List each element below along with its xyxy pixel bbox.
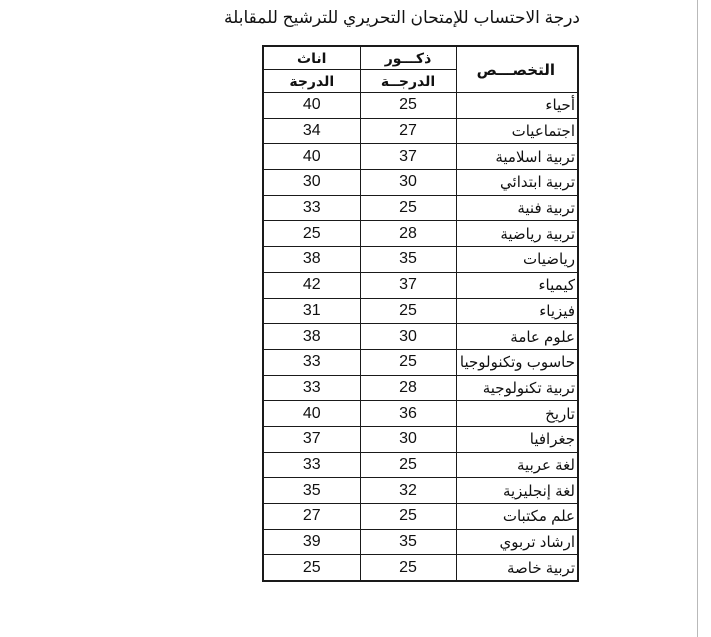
male-grade-cell: 37: [360, 272, 456, 298]
specialization-cell: علوم عامة: [456, 324, 578, 350]
document-title: درجة الاحتساب للإمتحان التحريري للترشيح للمقابلة: [224, 8, 580, 27]
male-grade-cell: 25: [360, 452, 456, 478]
female-grade-cell: 40: [263, 93, 360, 119]
table-row: [263, 426, 578, 452]
table-row: [263, 144, 578, 170]
specialization-cell: تربية اسلامية: [456, 144, 578, 170]
female-grade-cell: 27: [263, 504, 360, 530]
specialization-cell: تربية تكنولوجية: [456, 375, 578, 401]
specialization-cell: رياضيات: [456, 247, 578, 273]
female-grade-cell: 25: [263, 555, 360, 581]
table-row: [263, 93, 578, 119]
male-grade-cell: 35: [360, 529, 456, 555]
specialization-cell: جغرافيا: [456, 426, 578, 452]
grade-table: [262, 45, 579, 582]
male-grade-cell: 30: [360, 426, 456, 452]
table-row: [263, 478, 578, 504]
specialization-cell: لغة عربية: [456, 452, 578, 478]
table-body: [263, 93, 578, 582]
specialization-cell: تربية فنية: [456, 195, 578, 221]
header-male: ذكـــور: [360, 46, 456, 70]
header-female-grade: الدرجة: [263, 70, 360, 93]
specialization-cell: اجتماعيات: [456, 118, 578, 144]
header-female: اناث: [263, 46, 360, 70]
specialization-cell: تربية رياضية: [456, 221, 578, 247]
male-grade-cell: 32: [360, 478, 456, 504]
table-row: [263, 170, 578, 196]
female-grade-cell: 25: [263, 221, 360, 247]
male-grade-cell: 35: [360, 247, 456, 273]
table-row: [263, 375, 578, 401]
male-grade-cell: 27: [360, 118, 456, 144]
specialization-cell: أحياء: [456, 93, 578, 119]
specialization-cell: تربية خاصة: [456, 555, 578, 581]
female-grade-cell: 30: [263, 170, 360, 196]
male-grade-cell: 30: [360, 170, 456, 196]
specialization-cell: فيزياء: [456, 298, 578, 324]
female-grade-cell: 33: [263, 375, 360, 401]
specialization-cell: تاريخ: [456, 401, 578, 427]
male-grade-cell: 28: [360, 375, 456, 401]
male-grade-cell: 25: [360, 555, 456, 581]
female-grade-cell: 42: [263, 272, 360, 298]
female-grade-cell: 31: [263, 298, 360, 324]
female-grade-cell: 33: [263, 452, 360, 478]
male-grade-cell: 37: [360, 144, 456, 170]
male-grade-cell: 25: [360, 504, 456, 530]
table-row: [263, 349, 578, 375]
female-grade-cell: 33: [263, 349, 360, 375]
male-grade-cell: 25: [360, 349, 456, 375]
table-row: [263, 298, 578, 324]
table-row: [263, 529, 578, 555]
male-grade-cell: 28: [360, 221, 456, 247]
table-row: [263, 272, 578, 298]
female-grade-cell: 40: [263, 144, 360, 170]
specialization-cell: لغة إنجليزية: [456, 478, 578, 504]
male-grade-cell: 25: [360, 195, 456, 221]
header-specialization: التخصـــص: [456, 46, 578, 93]
header-male-grade: الدرجــة: [360, 70, 456, 93]
male-grade-cell: 30: [360, 324, 456, 350]
specialization-cell: علم مكتبات: [456, 504, 578, 530]
specialization-cell: ارشاد تربوي: [456, 529, 578, 555]
table-row: [263, 324, 578, 350]
specialization-cell: حاسوب وتكنولوجيا: [456, 349, 578, 375]
specialization-cell: كيمياء: [456, 272, 578, 298]
female-grade-cell: 34: [263, 118, 360, 144]
female-grade-cell: 37: [263, 426, 360, 452]
male-grade-cell: 36: [360, 401, 456, 427]
table-row: [263, 452, 578, 478]
table-row: [263, 221, 578, 247]
female-grade-cell: 39: [263, 529, 360, 555]
male-grade-cell: 25: [360, 298, 456, 324]
female-grade-cell: 38: [263, 324, 360, 350]
table-row: [263, 118, 578, 144]
table-row: [263, 195, 578, 221]
male-grade-cell: 25: [360, 93, 456, 119]
table-row: [263, 555, 578, 581]
table-row: [263, 247, 578, 273]
specialization-cell: تربية ابتدائي: [456, 170, 578, 196]
table-row: [263, 504, 578, 530]
page-edge-line: [697, 0, 698, 637]
female-grade-cell: 40: [263, 401, 360, 427]
female-grade-cell: 38: [263, 247, 360, 273]
table-row: [263, 401, 578, 427]
female-grade-cell: 33: [263, 195, 360, 221]
female-grade-cell: 35: [263, 478, 360, 504]
